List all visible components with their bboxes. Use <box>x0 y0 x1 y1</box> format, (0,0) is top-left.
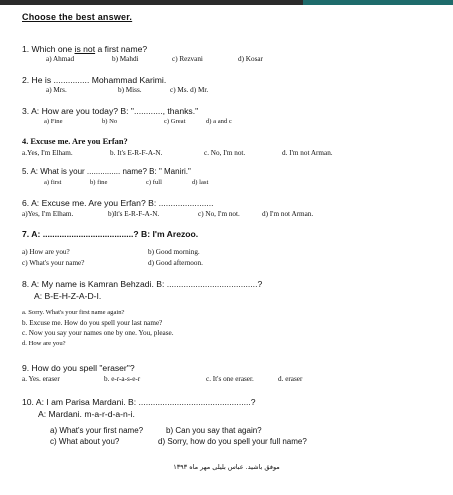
q4-option-c[interactable]: c. No, I'm not. <box>204 149 246 157</box>
question-5: 5. A: What is your ............... name? B: " Maniri." <box>22 167 191 176</box>
q9-option-a[interactable]: a. Yes. eraser <box>22 375 60 383</box>
q10-option-c[interactable]: c) What about you? <box>50 437 120 446</box>
q1-option-b[interactable]: b) Mahdi <box>112 55 139 63</box>
question-1-underlined: is not <box>74 44 96 54</box>
q3-option-d[interactable]: d) a and c <box>206 118 232 125</box>
q3-option-c[interactable]: c) Great <box>164 118 186 125</box>
q4-option-b[interactable]: b. It's E-R-F-A-N. <box>110 149 163 157</box>
question-8: 8. A: My name is Kamran Behzadi. B: ......................................? <box>22 279 263 289</box>
q9-option-b[interactable]: b. e-r-a-s-e-r <box>104 375 141 383</box>
q8-option-c[interactable]: c. Now you say your names one by one. You, please. <box>22 329 174 337</box>
q10-option-a[interactable]: a) What's your first name? <box>50 426 144 435</box>
q9-option-d[interactable]: d. eraser <box>278 375 303 383</box>
q7-option-d[interactable]: d) Good afternoon. <box>148 259 203 267</box>
question-1 <box>22 44 147 54</box>
question-7: 7. A: ......................................? B: I'm Arezoo. <box>22 229 199 239</box>
q6-option-a[interactable]: a)Yes, I'm Elham. <box>22 210 74 218</box>
q1-option-c[interactable]: c) Rezvani <box>172 55 203 63</box>
question-1-text-start: 1. Which one <box>22 44 75 54</box>
question-1-text-end: a first name? <box>95 44 148 54</box>
q3-option-b[interactable]: b) No <box>102 118 118 125</box>
top-border-accent <box>303 0 453 5</box>
q8-option-b[interactable]: b. Excuse me. How do you spell your last name? <box>22 319 163 327</box>
question-4: 4. Excuse me. Are you Erfan? <box>22 137 128 146</box>
q7-option-b[interactable]: b) Good morning. <box>148 248 200 256</box>
q4-option-d[interactable]: d. I'm not Arman. <box>282 149 333 157</box>
q6-option-b[interactable]: b)It's E-R-F-A-N. <box>108 210 160 218</box>
q10-option-b[interactable]: b) Can you say that again? <box>166 426 262 435</box>
q2-option-a[interactable]: a) Mrs. <box>46 86 67 94</box>
q7-option-a[interactable]: a) How are you? <box>22 248 70 256</box>
q1-option-d[interactable]: d) Kosar <box>238 55 263 63</box>
q2-option-c-d[interactable]: c) Ms. d) Mr. <box>170 86 209 94</box>
question-9: 9. How do you spell "eraser"? <box>22 363 135 373</box>
q5-option-d[interactable]: d) last <box>192 179 209 186</box>
q7-option-c[interactable]: c) What's your name? <box>22 259 85 267</box>
q1-option-a[interactable]: a) Ahmad <box>46 55 75 63</box>
q4-option-a[interactable]: a.Yes, I'm Elham. <box>22 149 73 157</box>
q6-option-c[interactable]: c) No, I'm not. <box>198 210 240 218</box>
q10-option-d[interactable]: d) Sorry, how do you spell your full name? <box>158 437 307 446</box>
question-2: 2. He is ............... Mohammad Karimi. <box>22 75 167 85</box>
footer-note: موفق باشید. عباس بلیلی مهر ماه ۱۳۹۳ <box>173 463 280 471</box>
instructions-heading: Choose the best answer. <box>22 12 133 22</box>
question-8-line-2: A: B-E-H-Z-A-D-I. <box>34 291 102 301</box>
question-6: 6. A: Excuse me. Are you Erfan? B: ....................... <box>22 198 214 208</box>
q8-option-a[interactable]: a. Sorry. What's your first name again? <box>22 309 125 316</box>
q5-option-a[interactable]: a) first <box>44 179 62 186</box>
q2-option-b[interactable]: b) Miss. <box>118 86 142 94</box>
q6-option-d[interactable]: d) I'm not Arman. <box>262 210 314 218</box>
q3-option-a[interactable]: a) Fine <box>44 118 63 125</box>
q5-option-b[interactable]: b) fine <box>90 179 108 186</box>
question-3: 3. A: How are you today? B: "............, thanks." <box>22 106 199 116</box>
top-border <box>0 0 453 5</box>
q5-option-c[interactable]: c) full <box>146 179 162 186</box>
q9-option-c[interactable]: c. It's one eraser. <box>206 375 254 383</box>
question-10: 10. A: I am Parisa Mardani. B: ...............................................? <box>22 397 256 407</box>
question-10-line-2: A: Mardani. m-a-r-d-a-n-i. <box>38 409 135 419</box>
q8-option-d[interactable]: d. How are you? <box>22 340 66 347</box>
